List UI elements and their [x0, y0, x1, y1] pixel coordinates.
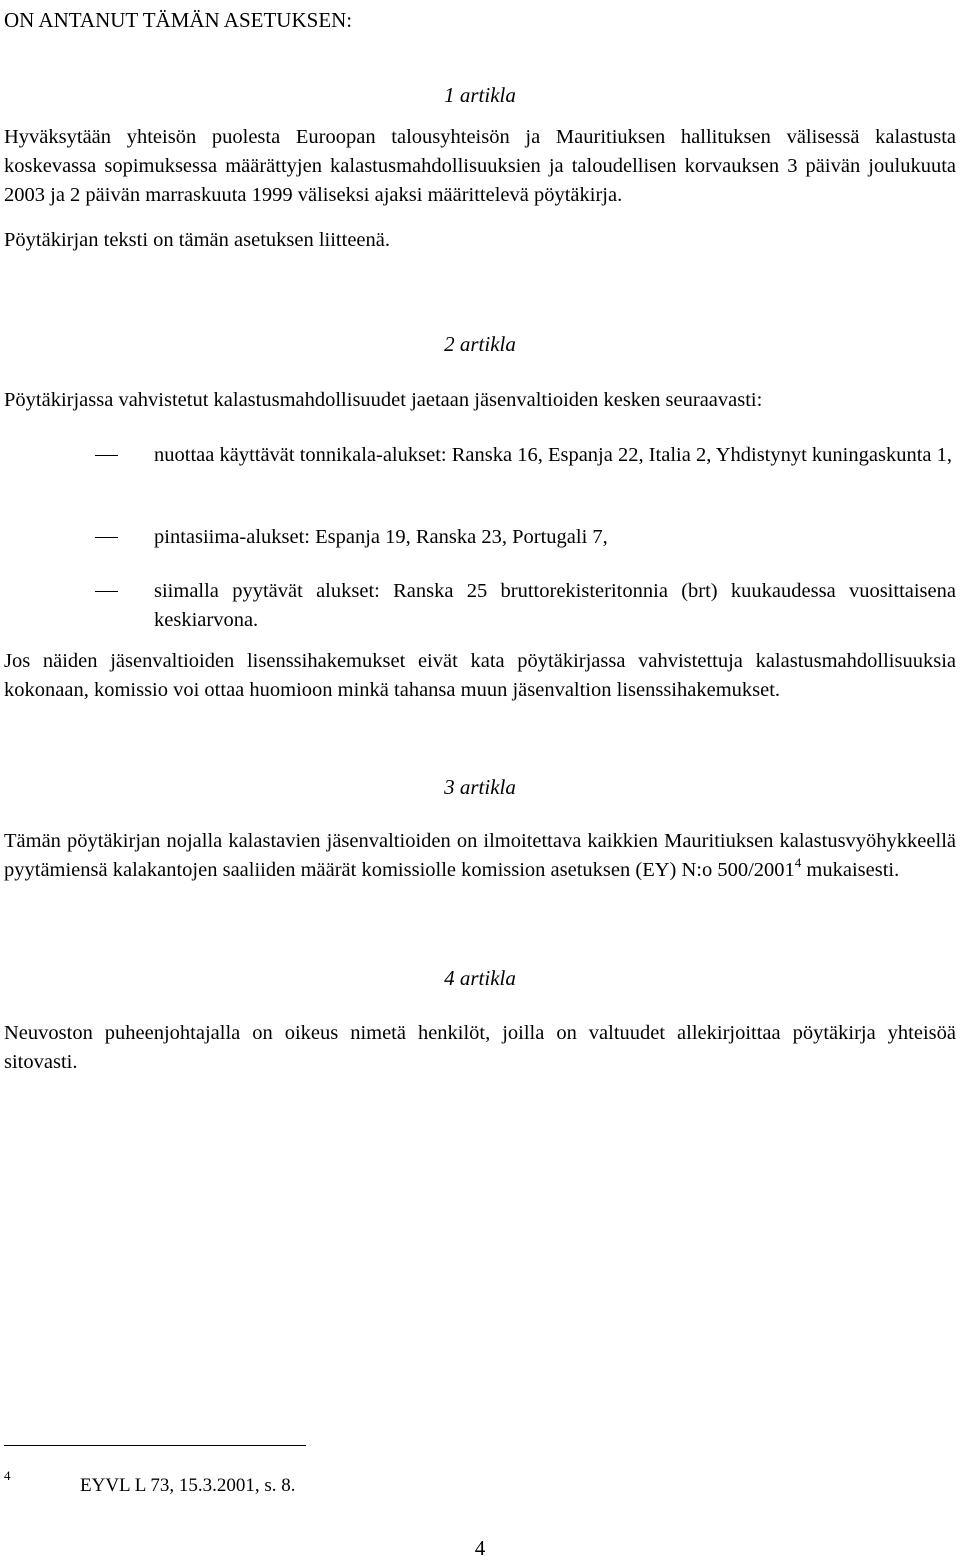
- footnote-text: EYVL L 73, 15.3.2001, s. 8.: [80, 1475, 296, 1496]
- article-3-paragraph: [4, 827, 956, 885]
- list-item-text: nuottaa käyttävät tonnikala-alukset: Ranska 16, Espanja 22, Italia 2, Yhdistynyt kuningaskunta 1,: [154, 444, 952, 466]
- dash-bullet: [95, 537, 118, 538]
- article-3-text: Tämän pöytäkirjan nojalla kalastavien jäsenvaltioiden on ilmoitettava kaikkien Mauritiuksen kalastusvyöhykkeellä pyytämiensä kalakantojen saaliiden määrät komissiolle komission asetuksen (EY) N:o 500/2001: [4, 830, 956, 881]
- article-1-paragraph-1: Hyväksytään yhteisön puolesta Euroopan talousyhteisön ja Mauritiuksen hallituksen välisessä kalastusta koskevassa sopimuksessa määrättyjen kalastusmahdollisuuksien ja taloudellisen korvauksen 3 päivän joulukuuta 2003 ja 2 päivän marraskuuta 1999 väliseksi ajaksi määrittelevä pöytäkirja.: [4, 126, 956, 206]
- article-2-closing: Jos näiden jäsenvaltioiden lisenssihakemukset eivät kata pöytäkirjassa vahvistettuja kalastusmahdollisuuksia kokonaan, komissio voi ottaa huomioon minkä tahansa muun jäsenvaltion lisenssihakemukset.: [4, 650, 956, 701]
- article-1-paragraph-2: Pöytäkirjan teksti on tämän asetuksen liitteenä.: [4, 229, 390, 251]
- list-item: [95, 523, 956, 552]
- article-4-paragraph: Neuvoston puheenjohtajalla on oikeus nimetä henkilöt, joilla on valtuudet allekirjoittaa pöytäkirja yhteisöä sitovasti.: [4, 1022, 956, 1073]
- footnote-number: 4: [4, 1468, 11, 1483]
- dash-bullet: [95, 455, 118, 456]
- footnote-separator: [4, 1445, 306, 1446]
- article-3-text-end: mukaisesti.: [801, 859, 900, 881]
- article-2-intro: Pöytäkirjassa vahvistetut kalastusmahdollisuudet jaetaan jäsenvaltioiden kesken seuraavasti:: [4, 389, 763, 411]
- article-4-title: 4 artikla: [444, 966, 516, 990]
- list-item: [95, 441, 956, 499]
- list-item: [95, 577, 956, 635]
- page-number: 4: [474, 1536, 486, 1560]
- footnote-reference: 4: [794, 855, 802, 870]
- article-1-title: 1 artikla: [444, 83, 516, 107]
- document-heading: ON ANTANUT TÄMÄN ASETUKSEN:: [4, 8, 353, 32]
- list-item-text: pintasiima-alukset: Espanja 19, Ranska 23, Portugali 7,: [154, 526, 608, 548]
- article-3-title: 3 artikla: [444, 775, 516, 799]
- dash-bullet: [95, 591, 118, 592]
- list-item-text: siimalla pyytävät alukset: Ranska 25 bruttorekisteritonnia (brt) kuukaudessa vuosittaisena keskiarvona.: [154, 580, 956, 631]
- article-2-title: 2 artikla: [444, 332, 516, 356]
